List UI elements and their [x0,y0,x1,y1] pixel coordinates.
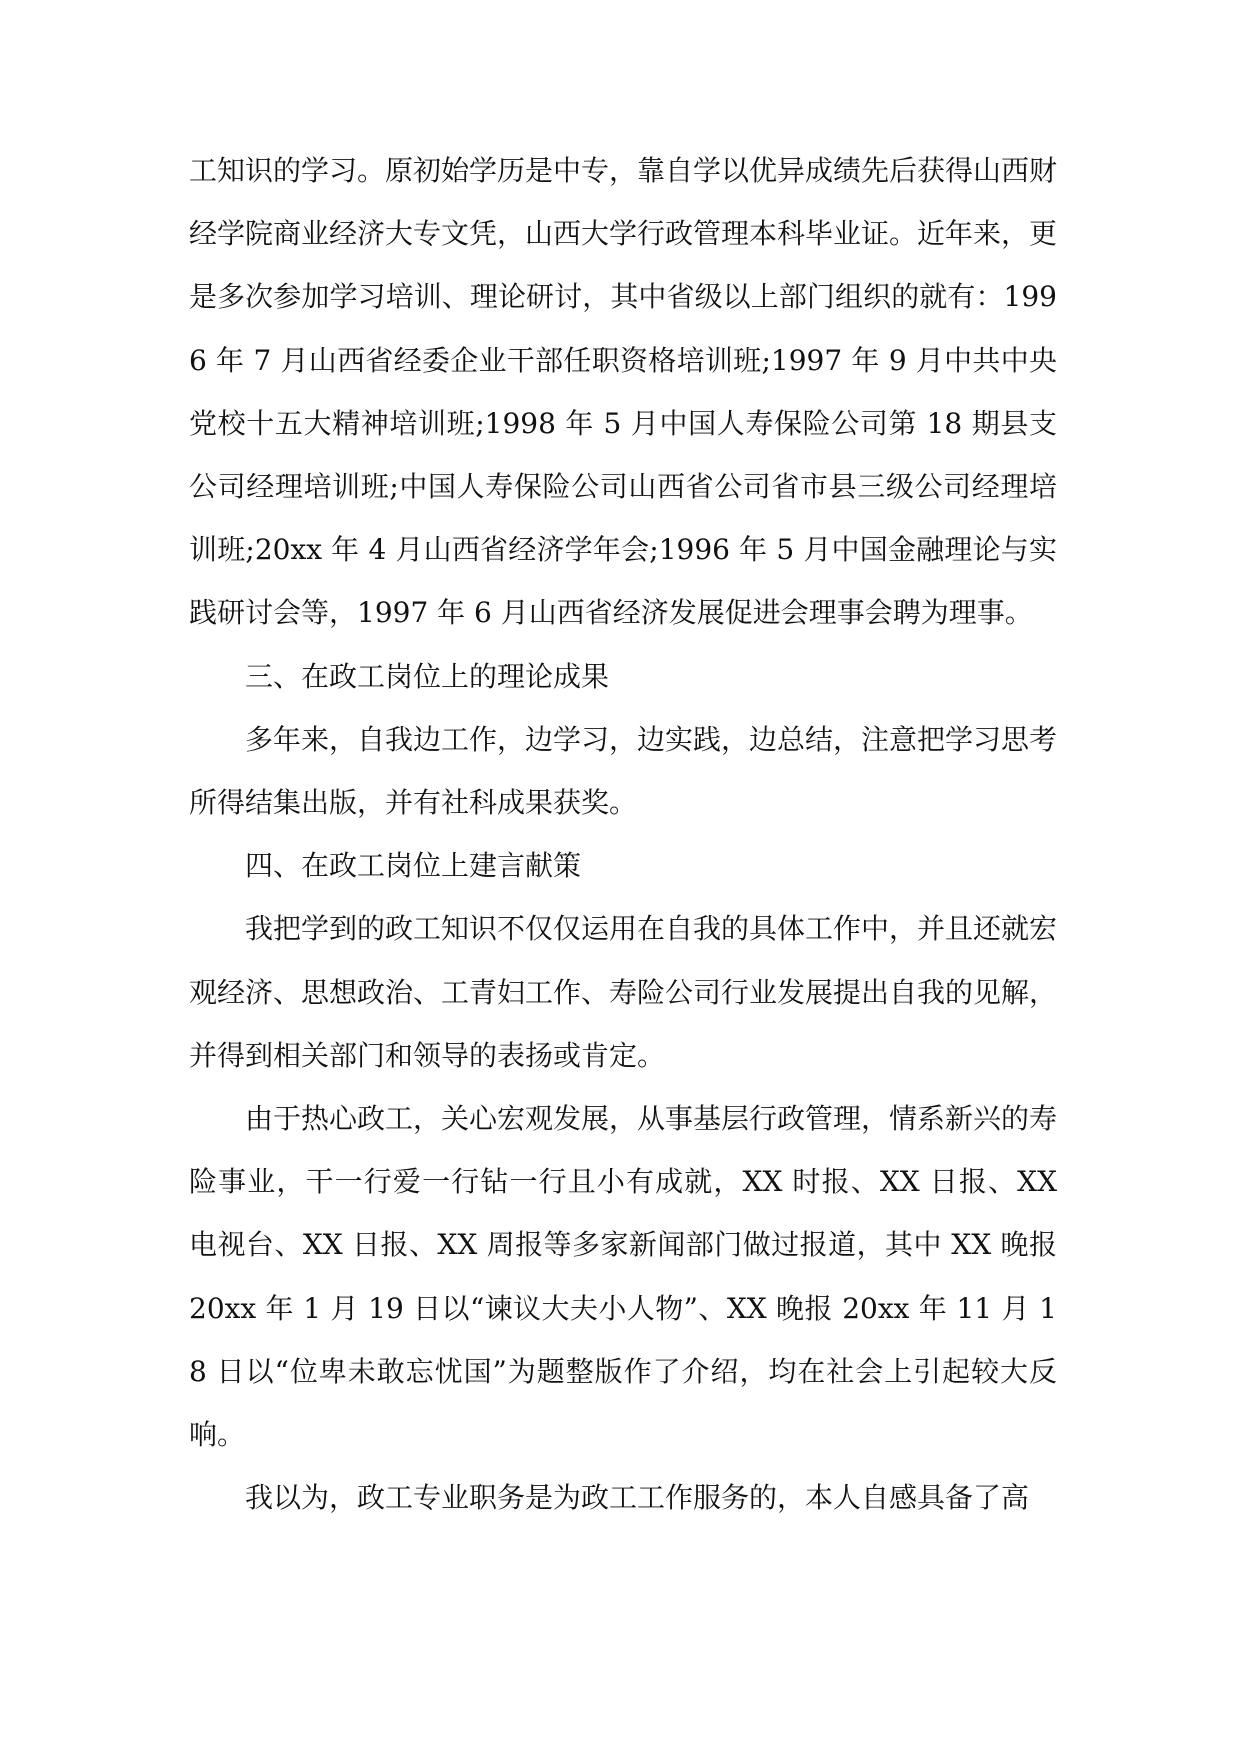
paragraph-study-history: 工知识的学习。原初始学历是中专，靠自学以优异成绩先后获得山西财经学院商业经济大专文凭，山西大学行政管理本科毕业证。近年来，更是多次参加学习培训、理论研讨，其中省级以上部门组织的就有：1996 年 7 月山西省经委企业干部任职资格培训班;1997 年 9 月中共中央党校十五大精神培训班;1998 年 5 月中国人寿保险公司第 18 期县支公司经理培训班;中国人寿保险公司山西省公司省市县三级公司经理培训班;20xx 年 4 月山西省经济学年会;1996 年 5 月中国金融理论与实践研讨会等，1997 年 6 月山西省经济发展促进会理事会聘为理事。 [189,154,1058,630]
heading-theory-results: 三、在政工岗位上的理论成果 [245,659,610,693]
paragraph-media-coverage: 由于热心政工，关心宏观发展，从事基层行政管理，情系新兴的寿险事业，干一行爱一行钻一行且小有成就，XX 时报、XX 日报、XX 电视台、XX 日报、XX 周报等多家新闻部门做过报道，其中 XX 晚报 20xx 年 1 月 19 日以“谏议大夫小人物”、XX 晚报 20xx 年 11 月 18 日以“位卑未敢忘忧国”为题整版作了介绍，均在社会上引起较大反响。 [189,1102,1058,1452]
paragraph-conclusion: 我以为，政工专业职务是为政工工作服务的，本人自感具备了高 [245,1481,1030,1515]
heading-suggestions: 四、在政工岗位上建言献策 [245,849,582,883]
paragraph-theory-results: 多年来，自我边工作，边学习，边实践，边总结，注意把学习思考所得结集出版，并有社科成果获奖。 [189,722,1058,820]
paragraph-suggestions: 我把学到的政工知识不仅仅运用在自我的具体工作中，并且还就宏观经济、思想政治、工青妇工作、寿险公司行业发展提出自我的见解，并得到相关部门和领导的表扬或肯定。 [189,912,1058,1072]
document-body [189,139,1057,1529]
